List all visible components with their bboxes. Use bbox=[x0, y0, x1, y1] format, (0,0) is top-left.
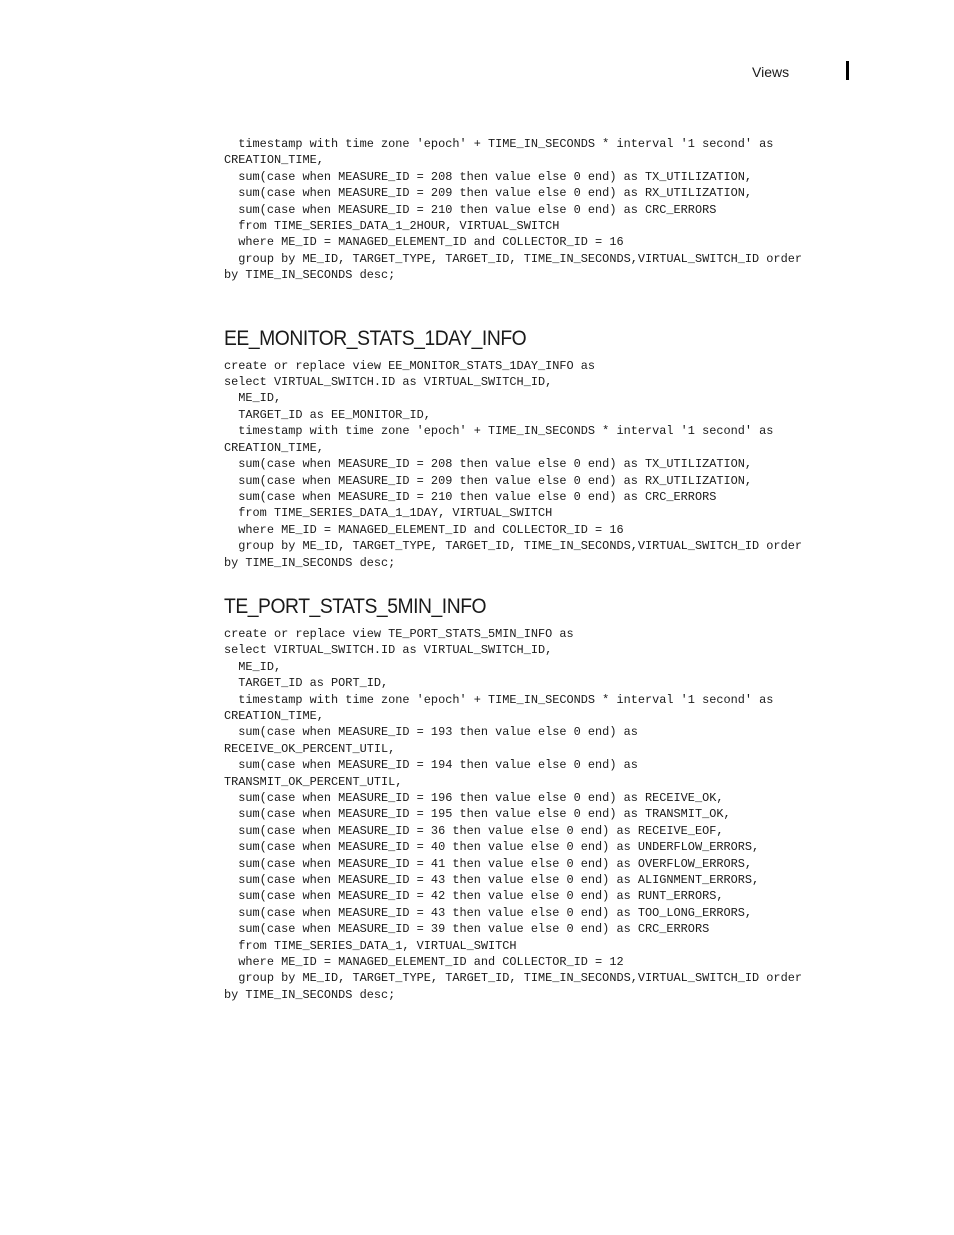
intro-code-block: timestamp with time zone 'epoch' + TIME_IN_SECONDS * interval '1 second' as CREATION_TIME, sum(case when MEASURE_ID = 208 then value else 0 end) as TX_UTILIZATION, sum(case when MEASURE_ID = 209 then value else 0 end) as RX_UTILIZATION, sum(case when MEASURE_ID = 210 then value else 0 end) as CRC_ERRORS from TIME_SERIES_DATA_1_2HOUR, VIRTUAL_SWITCH where ME_ID = MANAGED_ELEMENT_ID and COLLECTOR_ID = 16 group by ME_ID, TARGET_TYPE, TARGET_ID, TIME_IN_SECONDS,VIRTUAL_SWITCH_ID order by TIME_IN_SECONDS desc; bbox=[224, 137, 802, 283]
section-title-te-port-stats-5min-info: TE_PORT_STATS_5MIN_INFO bbox=[224, 594, 487, 618]
code-block-ee-monitor-stats-1day-info: create or replace view EE_MONITOR_STATS_1DAY_INFO as select VIRTUAL_SWITCH.ID as VIRTUAL_SWITCH_ID, ME_ID, TARGET_ID as EE_MONITOR_ID, timestamp with time zone 'epoch' + TIME_IN_SECONDS * interval '1 second' as CREATION_TIME, sum(case when MEASURE_ID = 208 then value else 0 end) as TX_UTILIZATION, sum(case when MEASURE_ID = 209 then value else 0 end) as RX_UTILIZATION, sum(case when MEASURE_ID = 210 then value else 0 end) as CRC_ERRORS from TIME_SERIES_DATA_1_1DAY, VIRTUAL_SWITCH where ME_ID = MANAGED_ELEMENT_ID and COLLECTOR_ID = 16 group by ME_ID, TARGET_TYPE, TARGET_ID, TIME_IN_SECONDS,VIRTUAL_SWITCH_ID order by TIME_IN_SECONDS desc; bbox=[224, 358, 802, 570]
page-content bbox=[224, 136, 924, 1003]
section-title-ee-monitor-stats-1day-info: EE_MONITOR_STATS_1DAY_INFO bbox=[224, 326, 527, 350]
running-header-label: Views bbox=[752, 64, 790, 80]
header-marker-bar bbox=[846, 61, 849, 80]
code-block-te-port-stats-5min-info: create or replace view TE_PORT_STATS_5MIN_INFO as select VIRTUAL_SWITCH.ID as VIRTUAL_SWITCH_ID, ME_ID, TARGET_ID as PORT_ID, timestamp with time zone 'epoch' + TIME_IN_SECONDS * interval '1 second' as CREATION_TIME, sum(case when MEASURE_ID = 193 then value else 0 end) as RECEIVE_OK_PERCENT_UTIL, sum(case when MEASURE_ID = 194 then value else 0 end) as TRANSMIT_OK_PERCENT_UTIL, sum(case when MEASURE_ID = 196 then value else 0 end) as RECEIVE_OK, sum(case when MEASURE_ID = 195 then value else 0 end) as TRANSMIT_OK, sum(case when MEASURE_ID = 36 then value else 0 end) as RECEIVE_EOF, sum(case when MEASURE_ID = 40 then value else 0 end) as UNDERFLOW_ERRORS, sum(case when MEASURE_ID = 41 then value else 0 end) as OVERFLOW_ERRORS, sum(case when MEASURE_ID = 43 then value else 0 end) as ALIGNMENT_ERRORS, sum(case when MEASURE_ID = 42 then value else 0 end) as RUNT_ERRORS, sum(case when MEASURE_ID = 43 then value else 0 end) as TOO_LONG_ERRORS, sum(case when MEASURE_ID = 39 then value else 0 end) as CRC_ERRORS from TIME_SERIES_DATA_1, VIRTUAL_SWITCH where ME_ID = MANAGED_ELEMENT_ID and COLLECTOR_ID = 12 group by ME_ID, TARGET_TYPE, TARGET_ID, TIME_IN_SECONDS,VIRTUAL_SWITCH_ID order by TIME_IN_SECONDS desc; bbox=[224, 626, 802, 1002]
